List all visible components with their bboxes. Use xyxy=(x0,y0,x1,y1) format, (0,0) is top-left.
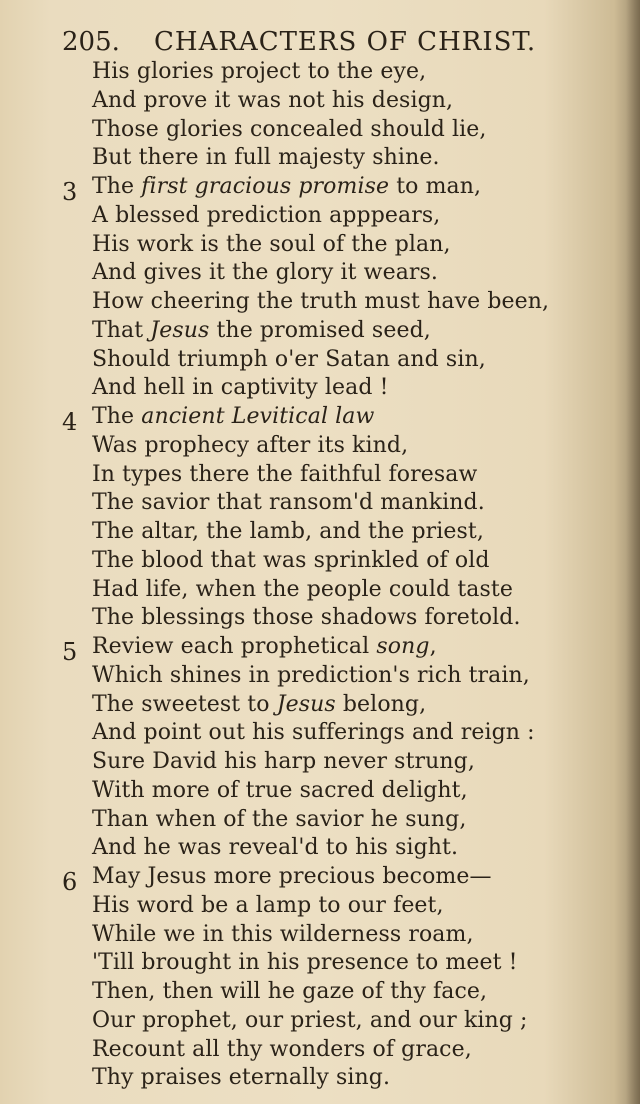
hymn-line xyxy=(92,403,374,431)
hymn-line xyxy=(92,288,549,316)
line-text: And gives it the glory it wears. xyxy=(92,260,439,286)
line-text: And point out his sufferings and reign : xyxy=(92,720,535,746)
hymn-line xyxy=(92,374,389,402)
verse-number: 4 xyxy=(62,408,78,436)
page-header xyxy=(62,22,542,62)
line-text: belong, xyxy=(335,691,427,717)
line-text: But there in full majesty shine. xyxy=(92,145,440,171)
line-text: Those glories concealed should lie, xyxy=(92,116,487,142)
hymn-line xyxy=(92,1007,528,1035)
line-text: the promised seed, xyxy=(209,317,431,343)
hymn-line xyxy=(92,116,487,144)
italic-phrase: Jesus xyxy=(150,317,210,343)
line-text: The xyxy=(92,174,142,199)
line-text: The xyxy=(92,404,142,429)
hymn-line xyxy=(92,748,475,776)
hymn-line xyxy=(92,806,466,834)
hymn-line xyxy=(92,202,440,230)
hymn-line xyxy=(92,662,530,690)
hymn-line xyxy=(92,461,477,489)
italic-phrase: song xyxy=(376,634,430,659)
line-text: Our prophet, our priest, and our king ; xyxy=(92,1007,528,1033)
line-text: Should triumph o'er Satan and sin, xyxy=(92,346,486,372)
line-text: That xyxy=(92,317,151,343)
line-text: Review each prophetical xyxy=(92,634,377,659)
line-text: A blessed prediction apppears, xyxy=(92,202,441,228)
line-text: Than when of the savior he sung, xyxy=(92,806,467,832)
line-text: His work is the soul of the plan, xyxy=(92,231,451,257)
hymn-line xyxy=(92,58,426,86)
hymn-line xyxy=(92,489,485,517)
hymn-line xyxy=(92,949,518,977)
page-number: 205. xyxy=(62,27,120,57)
line-text: How cheering the truth must have been, xyxy=(92,289,550,314)
line-text: Was prophecy after its kind, xyxy=(92,432,409,458)
italic-phrase: ancient Levitical law xyxy=(141,404,375,429)
line-text: Then, then will he gaze of thy face, xyxy=(92,979,488,1004)
hymn-line xyxy=(92,87,453,115)
line-text: And prove it was not his design, xyxy=(92,87,454,113)
hymn-line xyxy=(92,259,438,287)
hymn-line xyxy=(92,432,408,460)
line-text: May Jesus more precious become— xyxy=(92,864,492,889)
line-text: His word be a lamp to our feet, xyxy=(92,892,444,918)
line-text: The blessings those shadows foretold. xyxy=(92,605,521,631)
line-text: Thy praises eternally sing. xyxy=(92,1065,391,1091)
line-text: In types there the faithful foresaw xyxy=(92,461,478,487)
hymn-line xyxy=(92,719,535,747)
line-text: Recount all thy wonders of grace, xyxy=(92,1036,472,1062)
hymn-line xyxy=(92,892,444,920)
line-text: With more of true sacred delight, xyxy=(92,777,468,803)
page-edge-shadow xyxy=(626,0,640,1104)
verse-number: 5 xyxy=(62,638,78,666)
hymn-line xyxy=(92,863,492,891)
verse-number: 3 xyxy=(62,178,78,206)
hymn-line xyxy=(92,576,513,604)
hymn-line xyxy=(92,834,458,862)
line-text: The savior that ransom'd mankind. xyxy=(92,490,485,516)
hymn-line xyxy=(92,231,451,259)
hymn-line xyxy=(92,518,484,546)
hymn-line xyxy=(92,1036,472,1064)
line-text: The blood that was sprinkled of old xyxy=(92,547,490,573)
hymn-line xyxy=(92,1064,390,1092)
line-text: And hell in captivity lead ! xyxy=(92,375,389,401)
line-text: The sweetest to xyxy=(92,691,277,717)
hymn-line xyxy=(92,144,440,172)
hymn-line xyxy=(92,777,468,805)
hymn-line xyxy=(92,921,474,949)
hymn-line xyxy=(92,978,487,1006)
verse-number: 6 xyxy=(62,868,78,896)
line-text: Which shines in prediction's rich train, xyxy=(92,662,530,688)
line-text: Sure David his harp never strung, xyxy=(92,749,475,774)
hymn-line xyxy=(92,346,486,374)
running-title: CHARACTERS OF CHRIST. xyxy=(154,27,537,57)
italic-phrase: Jesus xyxy=(276,691,336,717)
hymn-line xyxy=(92,633,437,661)
hymn-line xyxy=(92,547,490,575)
hymn-line xyxy=(92,173,481,201)
line-text: His glories project to the eye, xyxy=(92,59,427,84)
hymn-line xyxy=(92,604,521,632)
line-text: to man, xyxy=(389,174,482,199)
hymn-line xyxy=(92,691,426,719)
line-text: 'Till brought in his presence to meet ! xyxy=(92,950,518,976)
line-text: And he was reveal'd to his sight. xyxy=(92,835,459,861)
line-text: Had life, when the people could taste xyxy=(92,576,513,602)
line-text: While we in this wilderness roam, xyxy=(92,921,474,947)
line-text: The altar, the lamb, and the priest, xyxy=(92,519,484,544)
hymn-line xyxy=(92,317,431,345)
italic-phrase: first gracious promise xyxy=(141,174,390,199)
line-text: , xyxy=(429,634,437,659)
